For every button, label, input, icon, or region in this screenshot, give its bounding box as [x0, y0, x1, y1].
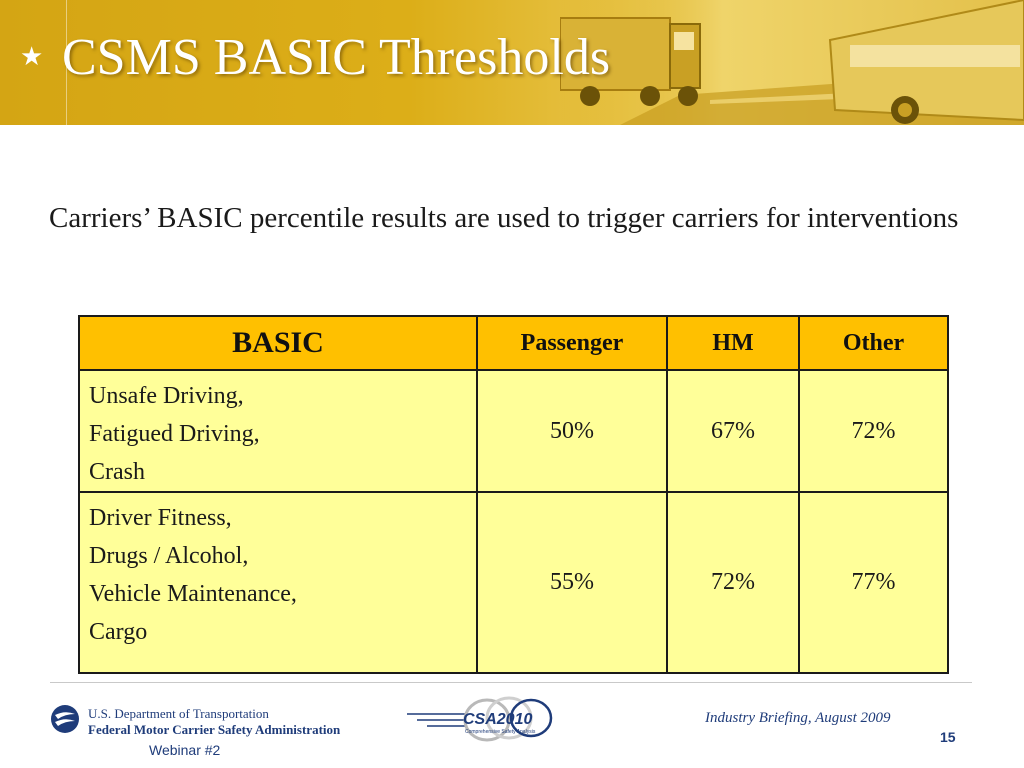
intro-text: Carriers’ BASIC percentile results are used to trigger carriers for interventions — [49, 202, 959, 234]
department-name: U.S. Department of Transportation — [88, 706, 269, 721]
column-header-passenger: Passenger — [477, 316, 667, 370]
briefing-label: Industry Briefing, August 2009 — [705, 710, 891, 726]
webinar-label: Webinar #2 — [149, 742, 221, 758]
star-icon: ★ — [20, 42, 44, 72]
basic-categories-cell — [79, 492, 477, 673]
hm-threshold: 72% — [667, 492, 799, 673]
basic-category: Cargo — [89, 619, 148, 645]
column-header-basic: BASIC — [79, 316, 477, 370]
table-header-row — [79, 316, 948, 370]
thresholds-table — [78, 315, 949, 674]
trucks-on-highway-photo — [560, 0, 1024, 125]
page-number: 15 — [940, 729, 956, 745]
dot-logo-icon — [50, 704, 80, 734]
title-banner — [0, 0, 1024, 125]
logo-subtext: Comprehensive Safety Analysis — [465, 729, 536, 735]
basic-category: Drugs / Alcohol, — [89, 543, 249, 569]
other-threshold: 77% — [799, 492, 948, 673]
other-threshold: 72% — [799, 370, 948, 492]
hm-threshold: 67% — [667, 370, 799, 492]
passenger-threshold: 50% — [477, 370, 667, 492]
footer-divider — [50, 682, 972, 683]
basic-categories-cell — [79, 370, 477, 492]
basic-category: Fatigued Driving, — [89, 421, 260, 447]
slide-title: CSMS BASIC Thresholds — [62, 29, 611, 86]
basic-category: Crash — [89, 459, 145, 485]
logo-text: CSA2010 — [463, 711, 533, 728]
agency-name: Federal Motor Carrier Safety Administration — [88, 722, 341, 737]
basic-category: Driver Fitness, — [89, 505, 232, 531]
column-header-hm: HM — [667, 316, 799, 370]
table-row — [79, 370, 948, 492]
basic-category: Unsafe Driving, — [89, 383, 244, 409]
table-row — [79, 492, 948, 673]
basic-category: Vehicle Maintenance, — [89, 581, 297, 607]
csa2010-logo — [405, 694, 570, 746]
passenger-threshold: 55% — [477, 492, 667, 673]
column-header-other: Other — [799, 316, 948, 370]
